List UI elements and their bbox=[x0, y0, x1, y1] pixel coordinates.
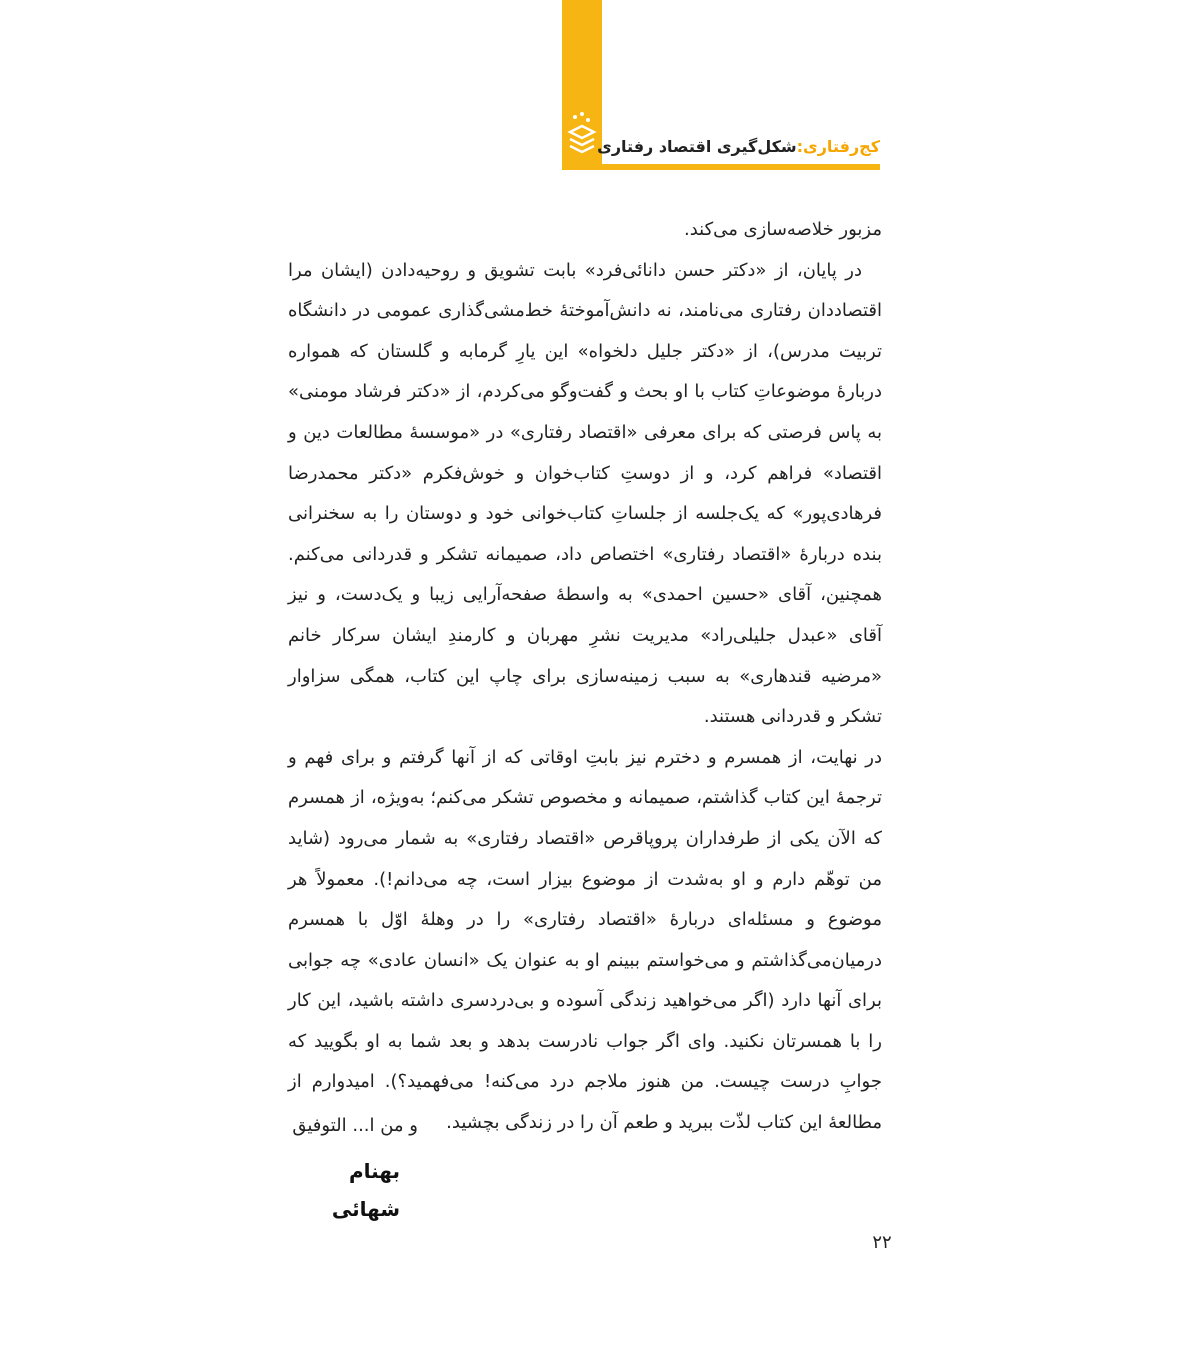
paragraph: مزبور خلاصه‌سازی می‌کند. bbox=[684, 219, 882, 240]
running-head bbox=[597, 132, 880, 162]
closing-phrase: و من ا... التوفیق bbox=[292, 1115, 418, 1136]
stacked-books-icon bbox=[566, 108, 598, 158]
header-underline bbox=[562, 164, 880, 170]
paragraph: در نهایت، از همسرم و دخترم نیز بابتِ اوقاتی که از آنها گرفتم و برای فهم و ترجمهٔ این کتاب گذاشتم، صمیمانه و مخصوص تشکر می‌کنم؛ به‌ویژه، از همسرم که الآن یکی از طرفداران پروپاقرص «اقتصاد رفتاری» به شمار می‌رود (شاید من توهّم دارم و او به‌شدت از موضوع بیزار است، چه می‌دانم!). معمولاً هر موضوع و مسئله‌ای دربارهٔ «اقتصاد رفتاری» را در وهلهٔ اوّل با همسرم درمیان‌می‌گذاشتم و می‌خواستم ببینم او به عنوان یک «انسان عادی» چه جوابی برای آنها دارد (اگر می‌خواهید زندگی آسوده و بی‌دردسری داشته باشید، این کار را با همسرتان نکنید. وای اگر جواب نادرست بدهد و بعد شما به او بگویید که جوابِ درست چیست. من هنوز ملاجم درد می‌کنه! می‌فهمید؟). امیدوارم از مطالعهٔ این کتاب لذّت ببرید و طعم آن را در زندگی بچشید. bbox=[288, 746, 882, 1134]
running-head-part2: شکل‌گیری اقتصاد رفتاری bbox=[597, 137, 797, 156]
body-text bbox=[288, 210, 882, 1144]
author-signature: بهنام شهائی bbox=[331, 1159, 400, 1221]
running-head-part1: کج‌رفتاری: bbox=[796, 137, 880, 156]
page-number: ۲۲ bbox=[872, 1232, 892, 1253]
paragraph: در پایان، از «دکتر حسن دانائی‌فرد» بابت تشویق و روحیه‌دادن (ایشان مرا اقتصاددان رفتاری می‌نامند، نه دانش‌آموختهٔ خط‌مشی‌گذاری عمومی در دانشگاه تربیت مدرس)، از «دکتر جلیل دلخواه» این یارِ گرمابه و گلستان که همواره دربارهٔ موضوعاتِ کتاب با او بحث و گفت‌وگو می‌کردم، از «دکتر فرشاد مومنی» به پاس فرصتی که برای معرفی «اقتصاد رفتاری» در «موسسهٔ مطالعات دین و اقتصاد» فراهم کرد، و از دوستِ کتاب‌خوان و خوش‌فکرم «دکتر محمدرضا فرهادی‌پور» که یک‌جلسه از جلساتِ کتاب‌خوانی خود و دوستان را به سخنرانی بنده دربارهٔ «اقتصاد رفتاری» اختصاص داد، صمیمانه تشکر و قدردانی می‌کنم. همچنین، آقای «حسین احمدی» به واسطهٔ صفحه‌آرایی زیبا و یک‌دست، و نیز آقای «عبدل جلیلی‌راد» مدیریت نشرِ مهربان و کارمندِ ایشان سرکار خانم «مرضیه قندهاری» به سبب زمینه‌سازی برای چاپ این کتاب، همگی سزاوار تشکر و قدردانی هستند. bbox=[288, 259, 882, 728]
